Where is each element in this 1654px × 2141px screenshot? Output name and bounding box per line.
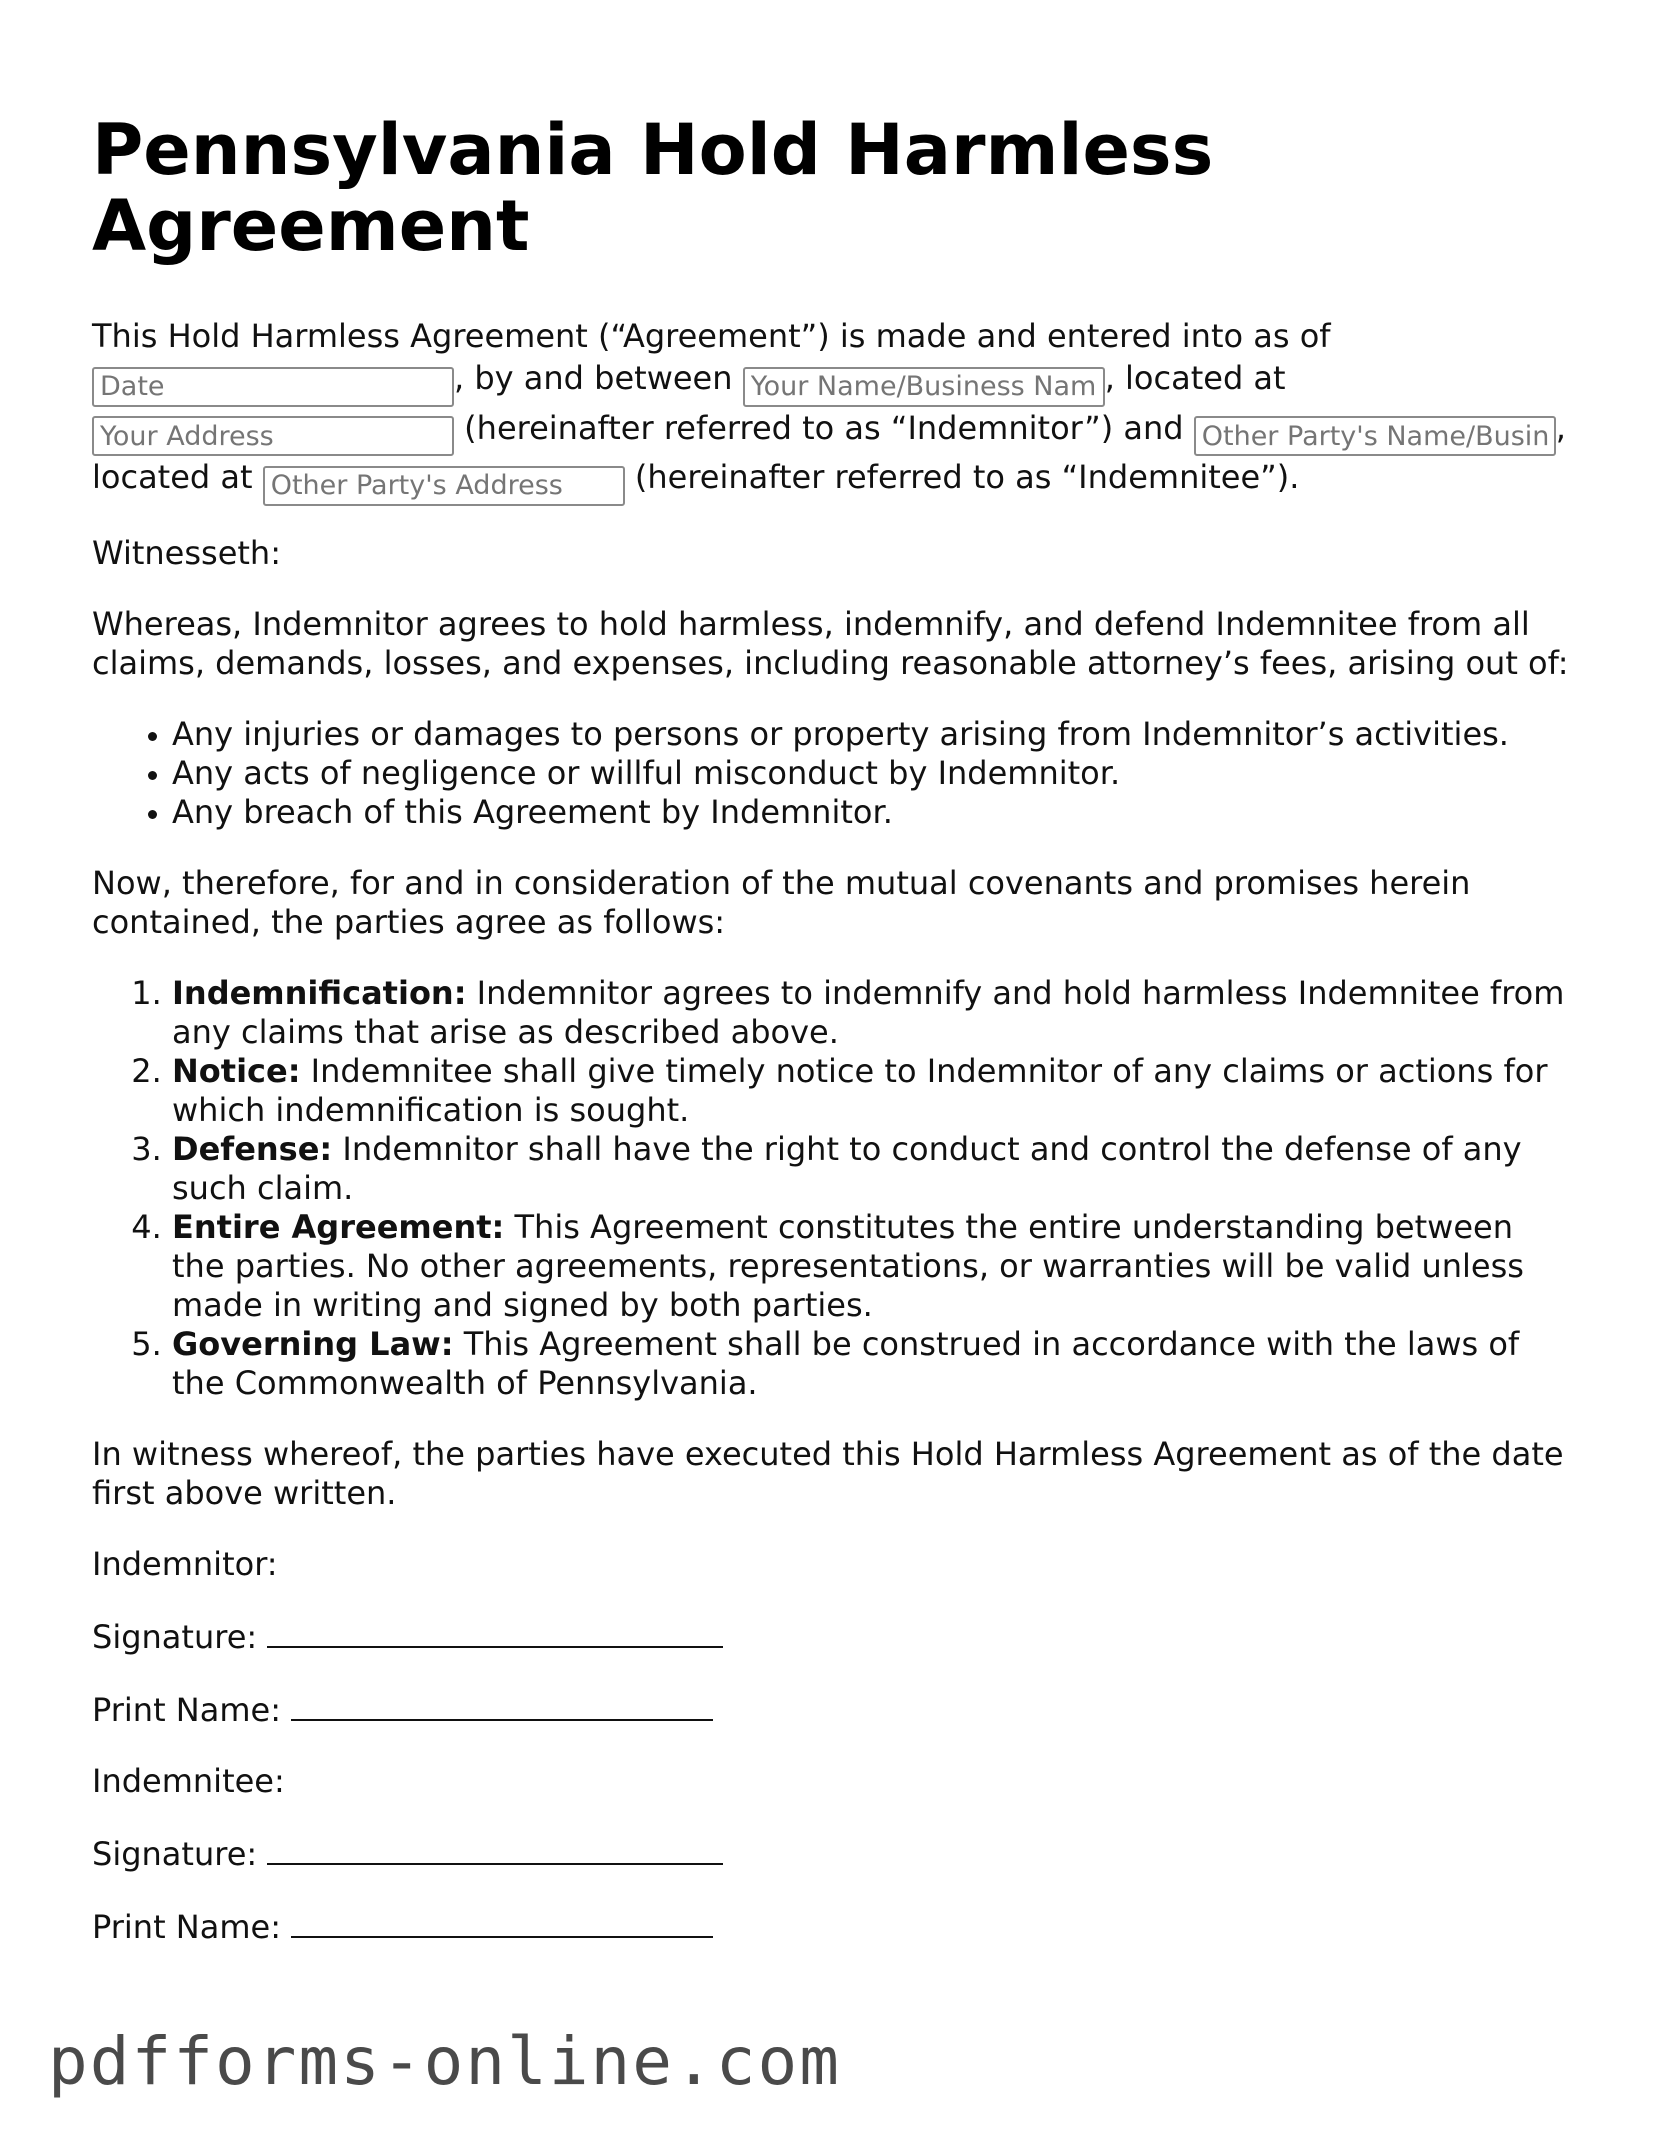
- your-name-field[interactable]: [743, 367, 1105, 407]
- intro-text-2: , by and between: [454, 359, 733, 397]
- signature-label: Signature:: [92, 1617, 258, 1656]
- intro-paragraph: [92, 315, 1572, 506]
- print-name-label: Print Name:: [92, 1907, 281, 1946]
- intro-text-3: , located at: [1104, 359, 1286, 397]
- list-item: • Any acts of negligence or willful misconduct by Indemnitor.: [172, 754, 1572, 793]
- indemnitee-print-name-line[interactable]: [291, 1906, 713, 1938]
- term-governing-law: [172, 1325, 1572, 1403]
- indemnitor-label: Indemnitor:: [92, 1544, 278, 1583]
- now-therefore-paragraph: Now, therefore, for and in consideration of the mutual covenants and promises herein contained, the parties agree as follows:: [92, 863, 1471, 941]
- list-item: • Any breach of this Agreement by Indemnitor.: [172, 793, 1572, 832]
- agreement-document: [92, 109, 1572, 1979]
- term-heading: Defense:: [172, 1129, 333, 1168]
- print-name-label: Print Name:: [92, 1690, 281, 1729]
- your-address-field[interactable]: [92, 416, 454, 456]
- term-heading: Governing Law:: [172, 1324, 454, 1363]
- term-entire-agreement: [172, 1208, 1572, 1325]
- in-witness-paragraph: In witness whereof, the parties have executed this Hold Harmless Agreement as of the date first above written.: [92, 1434, 1564, 1512]
- date-field[interactable]: [92, 367, 454, 407]
- term-heading: Notice:: [172, 1051, 301, 1090]
- indemnitor-signature-line[interactable]: [267, 1616, 723, 1648]
- intro-text-1: This Hold Harmless Agreement (“Agreement”) is made and entered into as of: [92, 317, 1331, 355]
- whereas-paragraph: Whereas, Indemnitor agrees to hold harmless, indemnify, and defend Indemnitee from all claims, demands, losses, and expenses, including reasonable attorney’s fees, arising out of:: [92, 604, 1569, 682]
- claims-list: [92, 715, 1572, 832]
- watermark: pdfforms-online.com: [48, 2023, 841, 2100]
- term-notice: [172, 1052, 1572, 1130]
- indemnitee-label: Indemnitee:: [92, 1761, 285, 1800]
- signature-label: Signature:: [92, 1834, 258, 1873]
- other-party-name-field[interactable]: [1194, 416, 1556, 456]
- witnesseth-heading: Witnesseth:: [92, 533, 281, 572]
- term-heading: Entire Agreement:: [172, 1207, 505, 1246]
- indemnitee-print-name-row: [92, 1906, 1572, 1947]
- term-text: Indemnitee shall give timely notice to Indemnitor of any claims or actions for which indemnification is sought.: [172, 1051, 1548, 1129]
- indemnitor-signature-row: [92, 1616, 1572, 1657]
- indemnitor-print-name-row: [92, 1689, 1572, 1730]
- indemnitor-print-name-line[interactable]: [291, 1689, 713, 1721]
- intro-text-6: (hereinafter referred to as “Indemnitee”).: [634, 458, 1300, 496]
- page-title: Pennsylvania Hold Harmless Agreement: [92, 109, 1214, 267]
- term-text: This Agreement constitutes the entire understanding between the parties. No other agreements, representations, or warranties will be valid unless made in writing and signed by both parties.: [172, 1207, 1524, 1324]
- indemnitee-signature-line[interactable]: [267, 1833, 723, 1865]
- list-item: • Any injuries or damages to persons or property arising from Indemnitor’s activities.: [172, 715, 1572, 754]
- term-defense: [172, 1130, 1572, 1208]
- intro-text-5: , located at: [92, 408, 1566, 496]
- term-text: This Agreement shall be construed in accordance with the laws of the Commonwealth of Pennsylvania.: [172, 1324, 1520, 1402]
- term-heading: Indemnification:: [172, 973, 467, 1012]
- intro-text-4: (hereinafter referred to as “Indemnitor”) and: [464, 408, 1184, 447]
- indemnitee-signature-row: [92, 1833, 1572, 1874]
- other-party-address-field[interactable]: [263, 466, 625, 506]
- term-text: Indemnitor agrees to indemnify and hold harmless Indemnitee from any claims that arise as described above.: [172, 973, 1565, 1051]
- terms-list: [92, 974, 1572, 1403]
- term-indemnification: [172, 974, 1572, 1052]
- term-text: Indemnitor shall have the right to conduct and control the defense of any such claim.: [172, 1129, 1522, 1207]
